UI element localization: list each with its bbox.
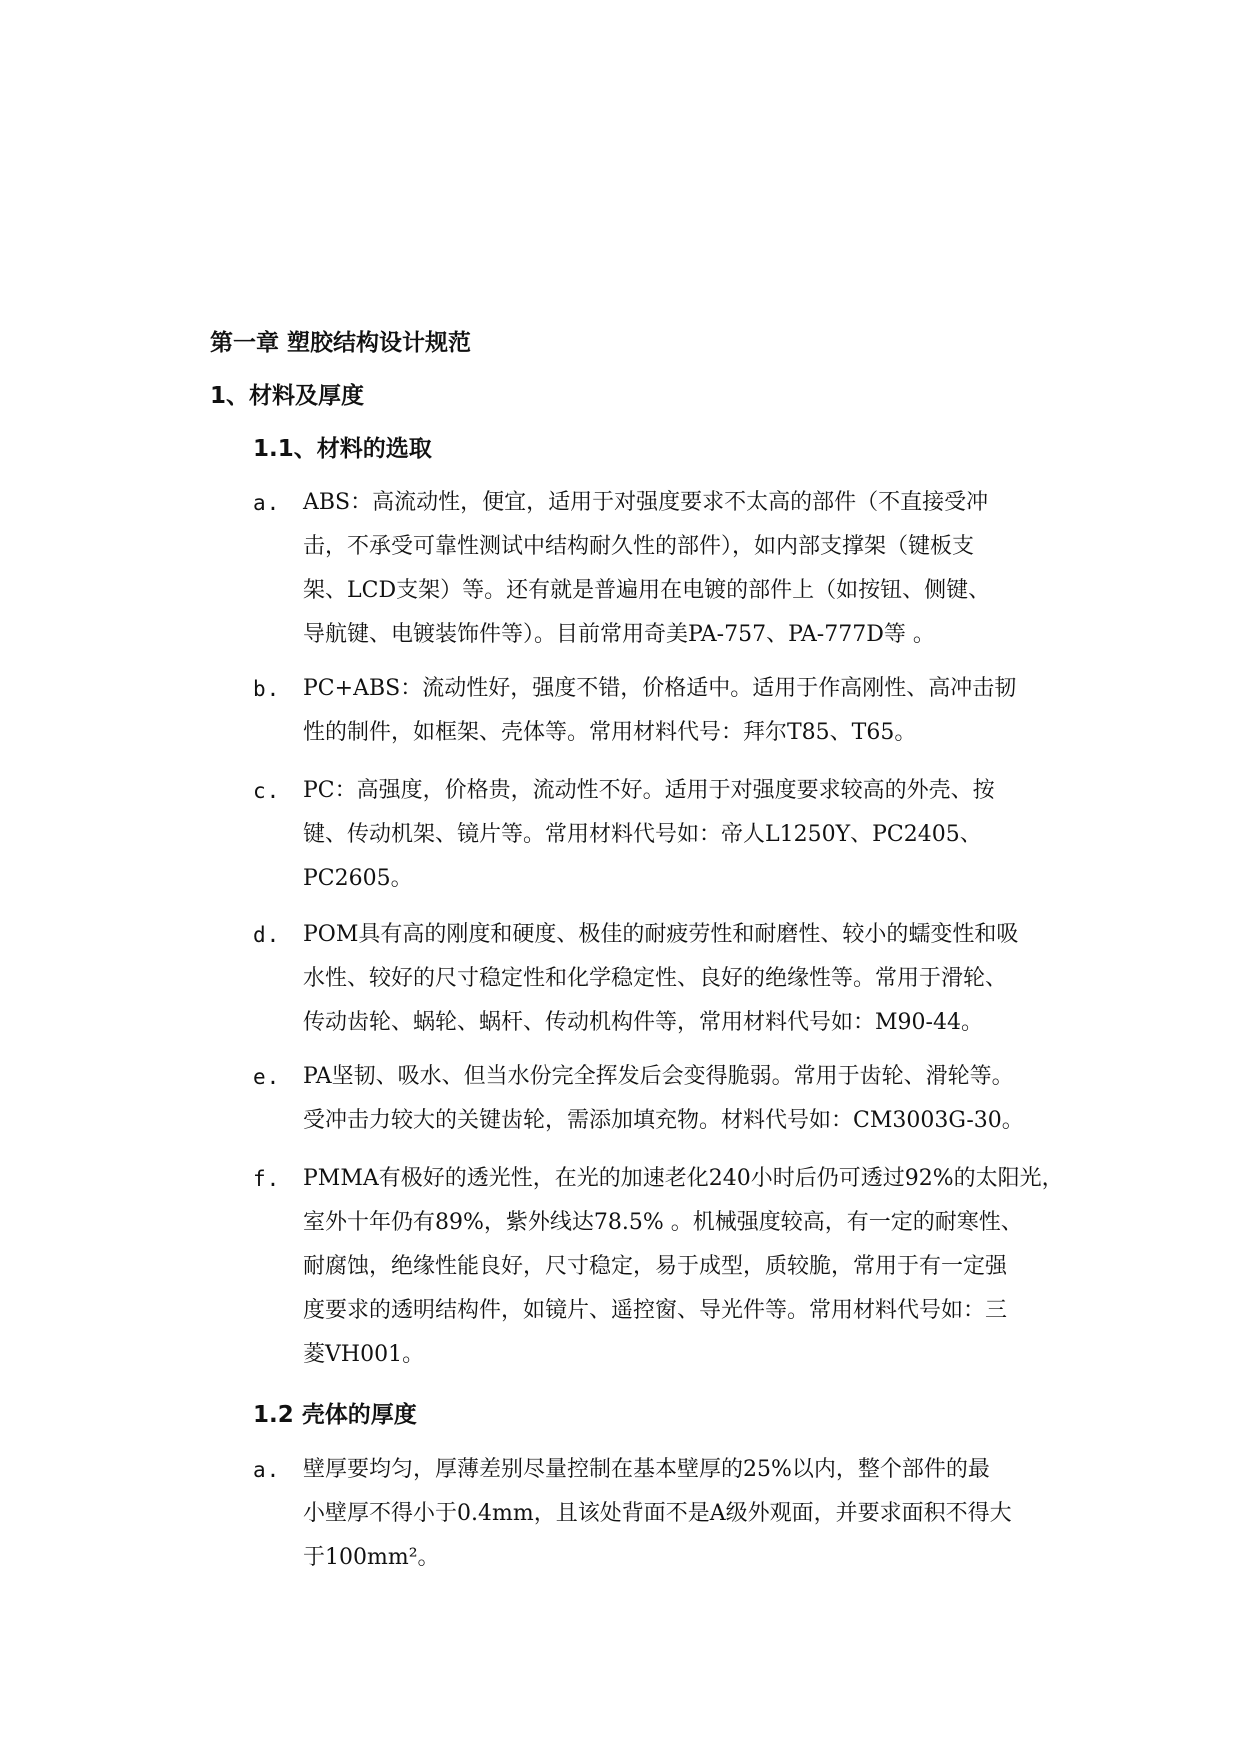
section-1-title: 1、材料及厚度 — [210, 383, 365, 409]
list-item-line: 传动齿轮、蜗轮、蜗杆、传动机构件等，常用材料代号如：M90-44。 — [303, 1010, 983, 1035]
list-marker: b. — [253, 677, 281, 701]
list-item-line: PC：高强度，价格贵，流动性不好。适用于对强度要求较高的外壳、按 — [303, 778, 995, 803]
list-item-line: PA坚韧、吸水、但当水份完全挥发后会变得脆弱。常用于齿轮、滑轮等。 — [303, 1064, 1014, 1089]
list-item-line: 受冲击力较大的关键齿轮，需添加填充物。材料代号如：CM3003G-30。 — [303, 1108, 1024, 1133]
list-item-line: 击，不承受可靠性测试中结构耐久性的部件），如内部支撑架（键板支 — [303, 534, 975, 559]
list-item-line: 菱VH001。 — [303, 1342, 425, 1367]
list-item-line: 耐腐蚀，绝缘性能良好，尺寸稳定，易于成型，质较脆，常用于有一定强 — [303, 1254, 1008, 1279]
list-marker: d. — [253, 923, 281, 947]
section-1-1-title: 1.1、材料的选取 — [253, 436, 432, 462]
list-marker: f. — [253, 1167, 281, 1191]
list-item-line: 度要求的透明结构件，如镜片、遥控窗、导光件等。常用材料代号如：三 — [303, 1298, 1008, 1323]
list-item-line: ABS：高流动性，便宜，适用于对强度要求不太高的部件（不直接受冲 — [303, 490, 989, 515]
list-item-line: 于100mm²。 — [303, 1545, 440, 1570]
list-item-line: 水性、较好的尺寸稳定性和化学稳定性、良好的绝缘性等。常用于滑轮、 — [303, 966, 1008, 991]
list-marker: a. — [253, 491, 281, 515]
chapter-title: 第一章 塑胶结构设计规范 — [210, 330, 472, 356]
list-item-line: POM具有高的刚度和硬度、极佳的耐疲劳性和耐磨性、较小的蠕变性和吸 — [303, 922, 1019, 947]
list-marker: a. — [253, 1458, 281, 1482]
list-item-line: 架、LCD支架）等。还有就是普遍用在电镀的部件上（如按钮、侧键、 — [303, 578, 991, 603]
list-item-line: PC+ABS：流动性好，强度不错，价格适中。适用于作高刚性、高冲击韧 — [303, 676, 1017, 701]
list-item-line: 键、传动机架、镜片等。常用材料代号如：帝人L1250Y、PC2405、 — [303, 822, 982, 847]
list-item-line: 壁厚要均匀，厚薄差别尽量控制在基本壁厚的25%以内，整个部件的最 — [303, 1457, 990, 1482]
list-marker: c. — [253, 779, 281, 803]
list-item-line: 室外十年仍有89%，紫外线达78.5% 。机械强度较高，有一定的耐寒性、 — [303, 1210, 1023, 1235]
list-item-line: 性的制件，如框架、壳体等。常用材料代号：拜尔T85、T65。 — [303, 720, 917, 745]
section-1-2-title: 1.2 壳体的厚度 — [253, 1402, 417, 1428]
list-item-line: 小壁厚不得小于0.4mm，且该处背面不是A级外观面，并要求面积不得大 — [303, 1501, 1012, 1526]
list-item-line: PMMA有极好的透光性，在光的加速老化240小时后仍可透过92%的太阳光， — [303, 1166, 1064, 1191]
list-marker: e. — [253, 1065, 281, 1089]
list-item-line: PC2605。 — [303, 866, 413, 891]
list-item-line: 导航键、电镀装饰件等）。目前常用奇美PA-757、PA-777D等 。 — [303, 622, 935, 647]
